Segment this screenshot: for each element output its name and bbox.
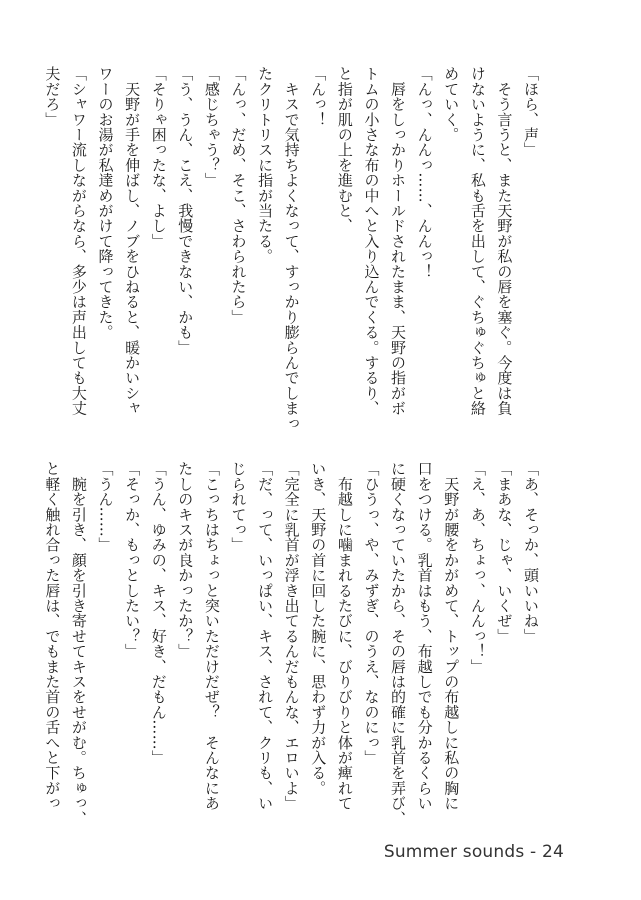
text-line: 「感じちゃう？」 [202, 66, 221, 188]
text-line: 口をつける。乳首はもう、布越しでも分かるくらい [415, 461, 434, 811]
text-line: 天野が手を伸ばし、ノブをひねると、暖かいシャ [123, 66, 142, 416]
text-line: 「うん、ゆみの、キス、好き、だもん……」 [149, 461, 168, 765]
text-line: 「んっ！ [309, 66, 328, 127]
text-line: 「まあな、じゃ、いくぜ」 [495, 461, 514, 644]
text-line: トムの小さな布の中へと入り込んでくる。するり、 [362, 66, 381, 416]
text-line: めていく。 [442, 66, 461, 142]
text-line: 「うん……」 [96, 461, 115, 553]
text-line: そう言うと、また天野が私の唇を塞ぐ。今度は負 [495, 66, 514, 416]
text-line: ワーのお湯が私達めがけて降ってきた。 [96, 66, 115, 340]
text-line: 「シャワー流しながらなら、多少は声出しても大丈 [69, 66, 88, 416]
text-line: 「んっ、んんっ……、んんっ！ [415, 66, 434, 279]
page-footer: Summer sounds - 24 [383, 842, 564, 862]
text-line: 「ほら、声」 [522, 66, 540, 158]
text-line: 「そりゃ困ったな、よし」 [149, 66, 168, 249]
text-line: 「完全に乳首が浮き出てるんだもんな、エロいよ」 [282, 461, 301, 811]
text-line: 「う、うん、こえ、我慢できない、かも」 [176, 66, 195, 355]
text-line: 「んっ、だめ、そこ、さわられたら」 [229, 66, 248, 325]
text-line: 天野が腰をかがめて、トップの布越しに私の胸に [442, 461, 461, 811]
text-line: 夫だろ」 [43, 66, 62, 127]
text-line: キスで気持ちよくなって、すっかり膨らんでしまっ [282, 66, 301, 431]
text-line: 「あ、そっか、頭いいね」 [522, 461, 540, 644]
text-line: 「え、あ、ちょっ、んんっ！」 [468, 461, 487, 674]
text-line: と軽く触れ合った唇は、でもまた首の舌へと下がっ [43, 461, 62, 811]
text-line: じられてっ」 [229, 461, 248, 553]
text-line: たクリトリスに指が当たる。 [256, 66, 275, 264]
text-block-bottom [43, 461, 544, 844]
text-line: 布越しに噛まれるたびに、びりびりと体が痺れて [335, 461, 354, 811]
text-line: いき、天野の首に回した腕に、思わず力が入る。 [309, 461, 328, 796]
text-line: 腕を引き、顔を引き寄せてキスをせがむ。ちゅっ、 [69, 461, 88, 826]
text-line: けないように、私も舌を出して、ぐちゅぐちゅと絡 [468, 66, 487, 416]
text-block-top [43, 66, 544, 454]
text-line: と指が肌の上を進むと、 [335, 66, 354, 234]
text-line: 「こっちはちょっと突いただけだぜ？ そんなにあ [202, 461, 221, 811]
text-line: 唇をしっかりホールドされたまま、天野の指がボ [389, 66, 408, 416]
text-line: たしのキスが良かったか？」 [176, 461, 195, 659]
text-line: 「だ、って、いっぱい、キス、されて、クリも、い [256, 461, 275, 811]
text-line: 「そっか、もっとしたい？」 [123, 461, 142, 659]
text-line: 「ひうっ、や、みずぎ、のうえ、なのにっ」 [362, 461, 381, 765]
text-line: に硬くなっていたから、その唇は的確に乳首を弄び、 [389, 461, 408, 826]
